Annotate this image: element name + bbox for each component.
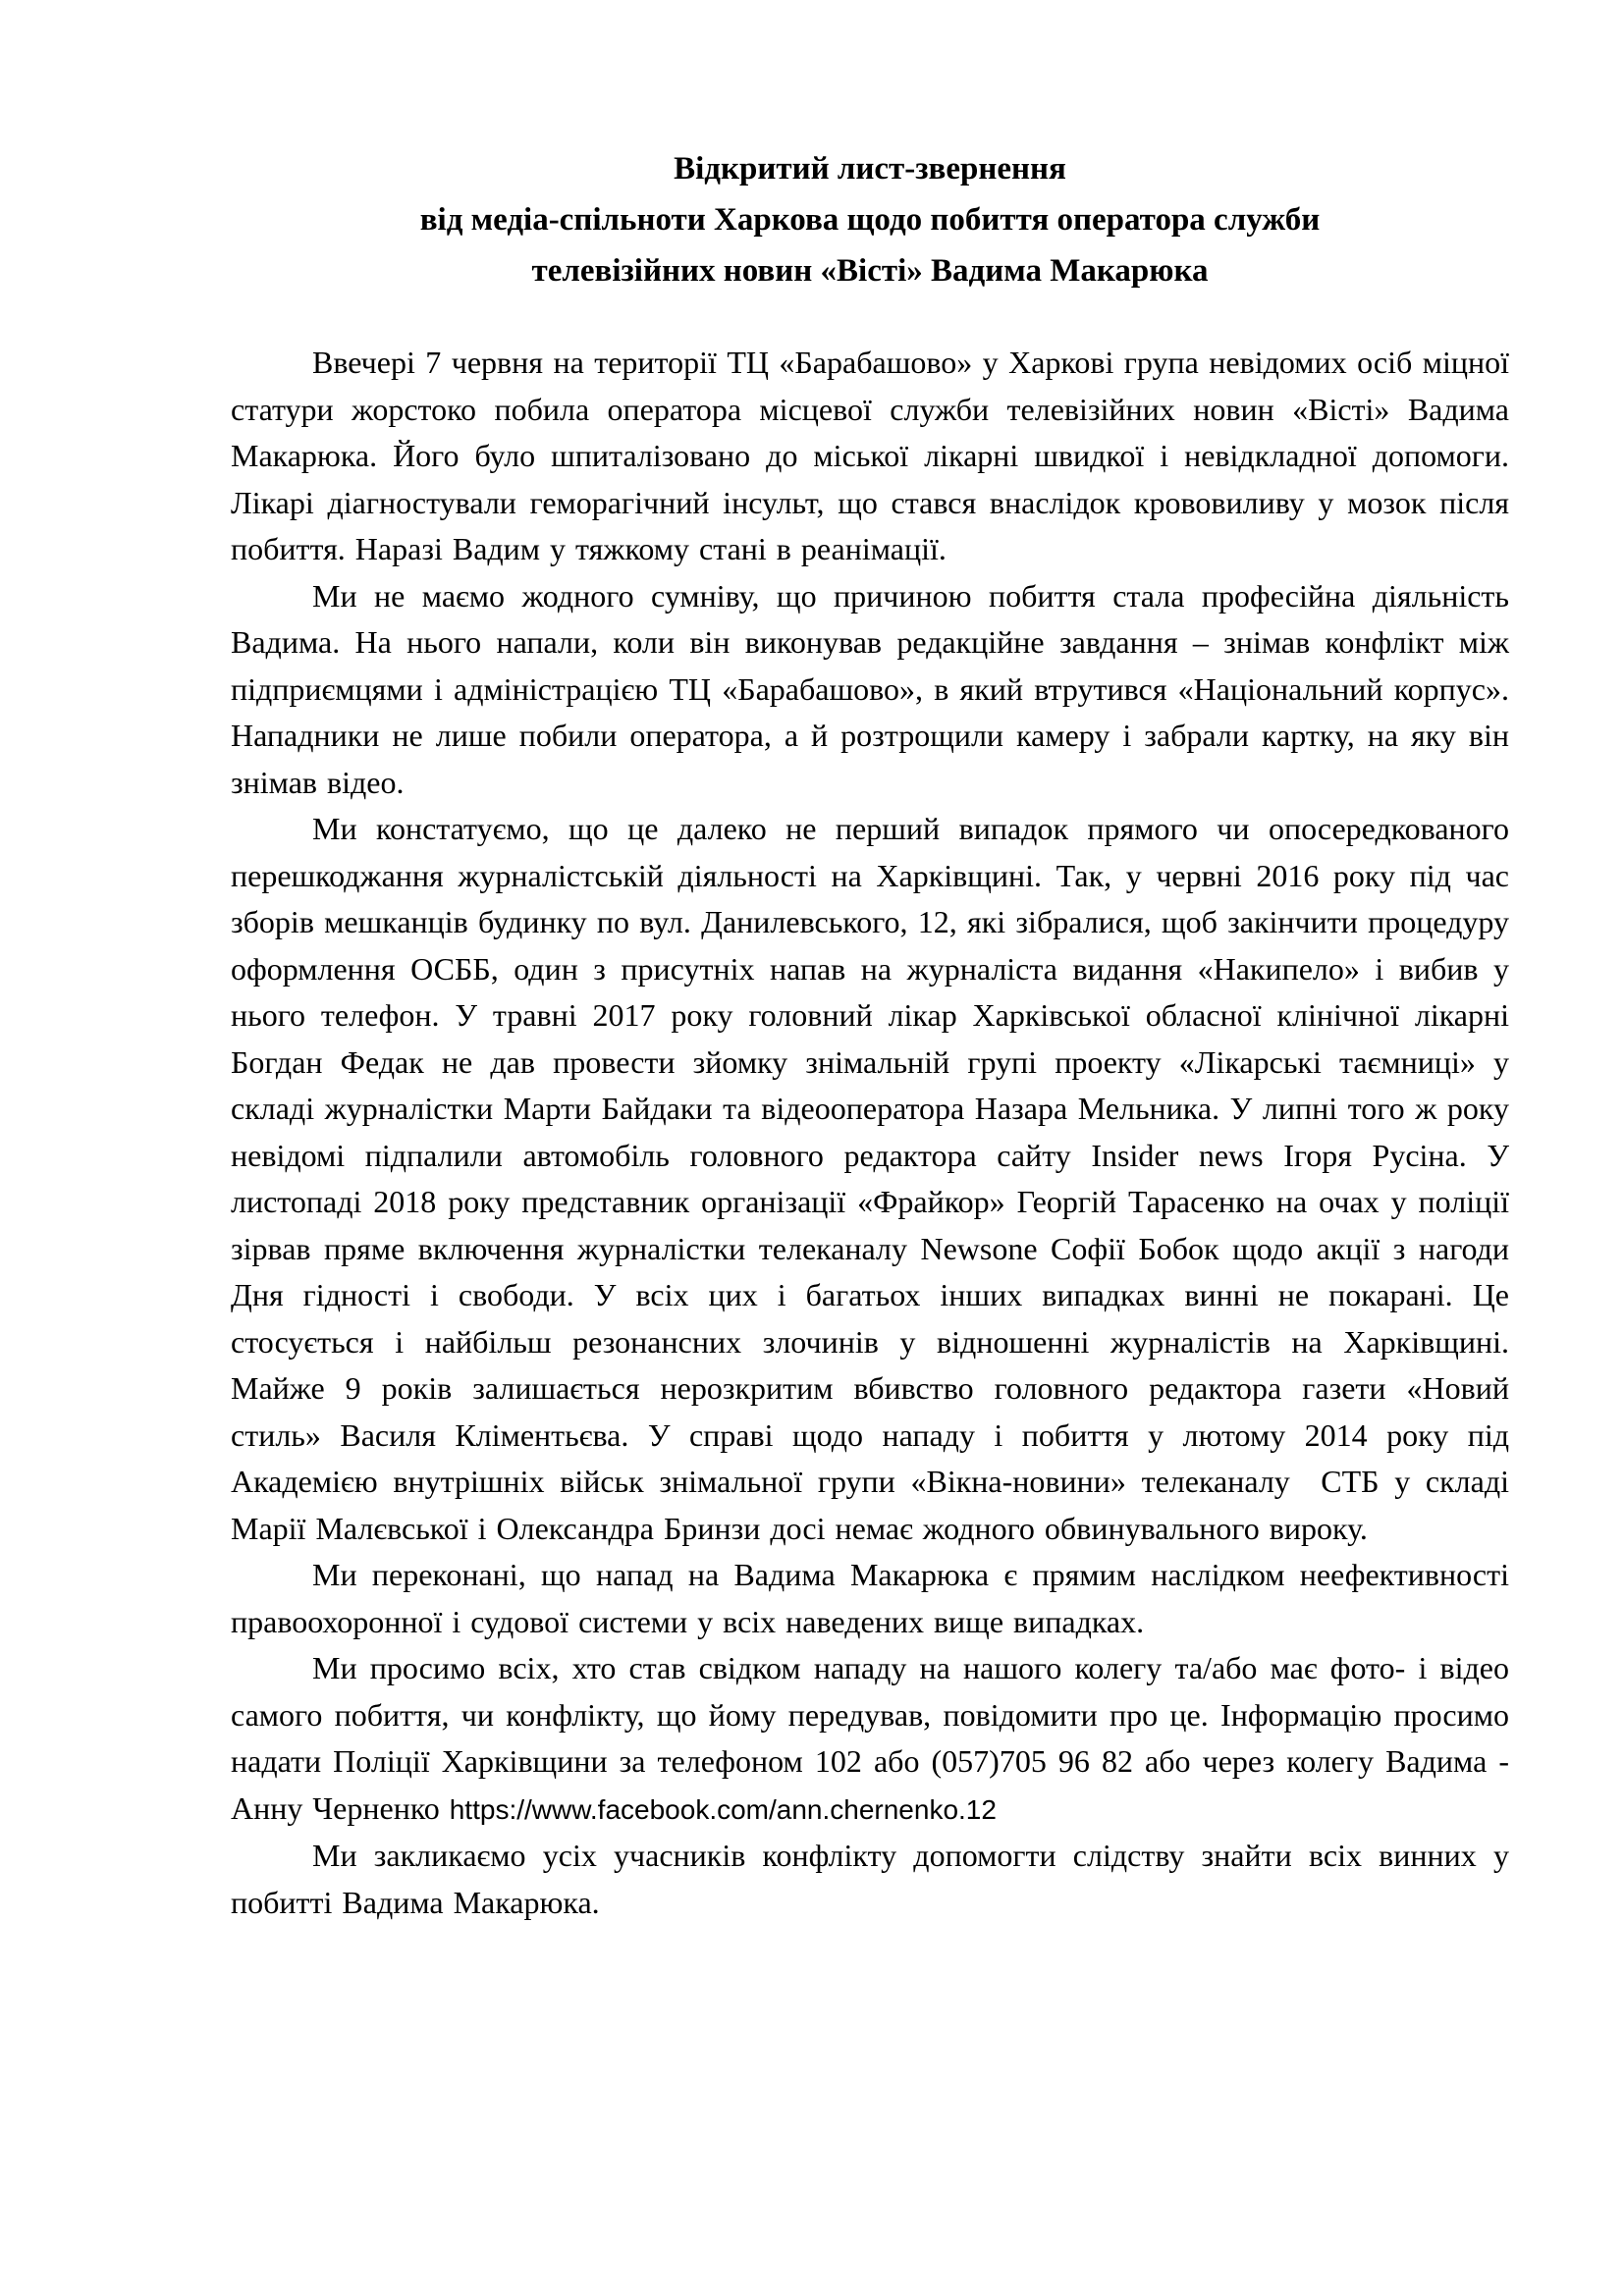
request-text: Ми просимо всіх, хто став свідком нападу на нашого колегу та/або має фото- і відео самого побиття, чи конфлікту, що йому передував, повідомити про це. Інформацію просимо надати Поліції Харківщини за телефоном 102 або (057)705 96 82 або через колегу Вадима - Анну Черненко <box>231 1650 1509 1826</box>
title-line-3: телевізійних новин «Вісті» Вадима Макарюка <box>531 253 1209 289</box>
title-line-1: Відкритий лист-звернення <box>674 151 1066 187</box>
paragraph-incident: Ввечері 7 червня на території ТЦ «Барабашово» у Харкові група невідомих осіб міцної статури жорстоко побила оператора місцевої служби телевізійних новин «Вісті» Вадима Макарюка. Його було шпиталізовано до міської лікарні швидкої і невідкладної допомоги. Лікарі діагностували геморагічний інсульт, що стався внаслідок крововиливу у мозок після побиття. Наразі Вадим у тяжкому стані в реанімації. <box>231 345 1509 566</box>
paragraph-request-for-witnesses <box>231 1645 1509 1833</box>
paragraph-cause-of-attack: Ми не маємо жодного сумніву, що причиною побиття стала професійна діяльність Вадима. На нього напали, коли він виконував редакційне завдання – знімав конфлікт між підприємцями і адміністрацією ТЦ «Барабашово», в який втрутився «Національний корпус». Нападники не лише побили оператора, а й розтрощили камеру і забрали картку, на яку він знімав відео. <box>231 577 1509 800</box>
paragraph-call-to-action: Ми закликаємо усіх учасників конфлікту допомогти слідству знайти всіх винних у побитті Вадима Макарюка. <box>231 1838 1509 1920</box>
facebook-url-text: https://www.facebook.com/ann.chernenko.12 <box>449 1793 997 1825</box>
paragraph-conclusion: Ми переконані, що напад на Вадима Макарюка є прямим наслідком неефективності правоохоронної і судової системи у всіх наведених вище випадках. <box>231 1557 1509 1639</box>
title-line-2: від медіа-спільноти Харкова щодо побиття оператора служби <box>419 202 1321 238</box>
paragraph-history-of-obstruction: Ми констатуємо, що це далеко не перший випадок прямого чи опосередкованого перешкоджання журналістській діяльності на Харківщині. Так, у червні 2016 року під час зборів мешканців будинку по вул. Данилевського, 12, які зібралися, щоб закінчити процедуру оформлення ОСББ, один з присутніх напав на журналіста видання «Накипело» і вибив у нього телефон. У травні 2017 року головний лікар Харківської обласної клінічної лікарні Богдан Федак не дав провести зйомку знімальній групі проекту «Лікарські таємниці» у складі журналістки Марти Байдаки та відеооператора Назара Мельника. У липні того ж року невідомі підпалили автомобіль головного редактора сайту Insider news Ігоря Русіна. У листопаді 2018 року представник організації «Фрайкор» Георгій Тарасенко на очах у поліції зірвав пряме включення журналістки телеканалу Newsone Софії Бобок щодо акції з нагоди Дня гідності і свободи. У всіх цих і багатьох інших випадках винні не покарані. Це стосується і найбільш резонансних злочинів у відношенні журналістів на Харківщині. Майже 9 років залишається нерозкритим вбивство головного редактора газети «Новий стиль» Василя Кліментьєва. У справі щодо нападу і побиття у лютому 2014 року під Академією внутрішніх військ знімальної групи «Вікна-новини» телеканалу СТБ у складі Марії Малєвської і Олександра Бринзи досі немає жодного обвинувального вироку. <box>231 811 1509 1546</box>
letter-body <box>231 340 1509 1926</box>
document-title <box>231 143 1509 296</box>
